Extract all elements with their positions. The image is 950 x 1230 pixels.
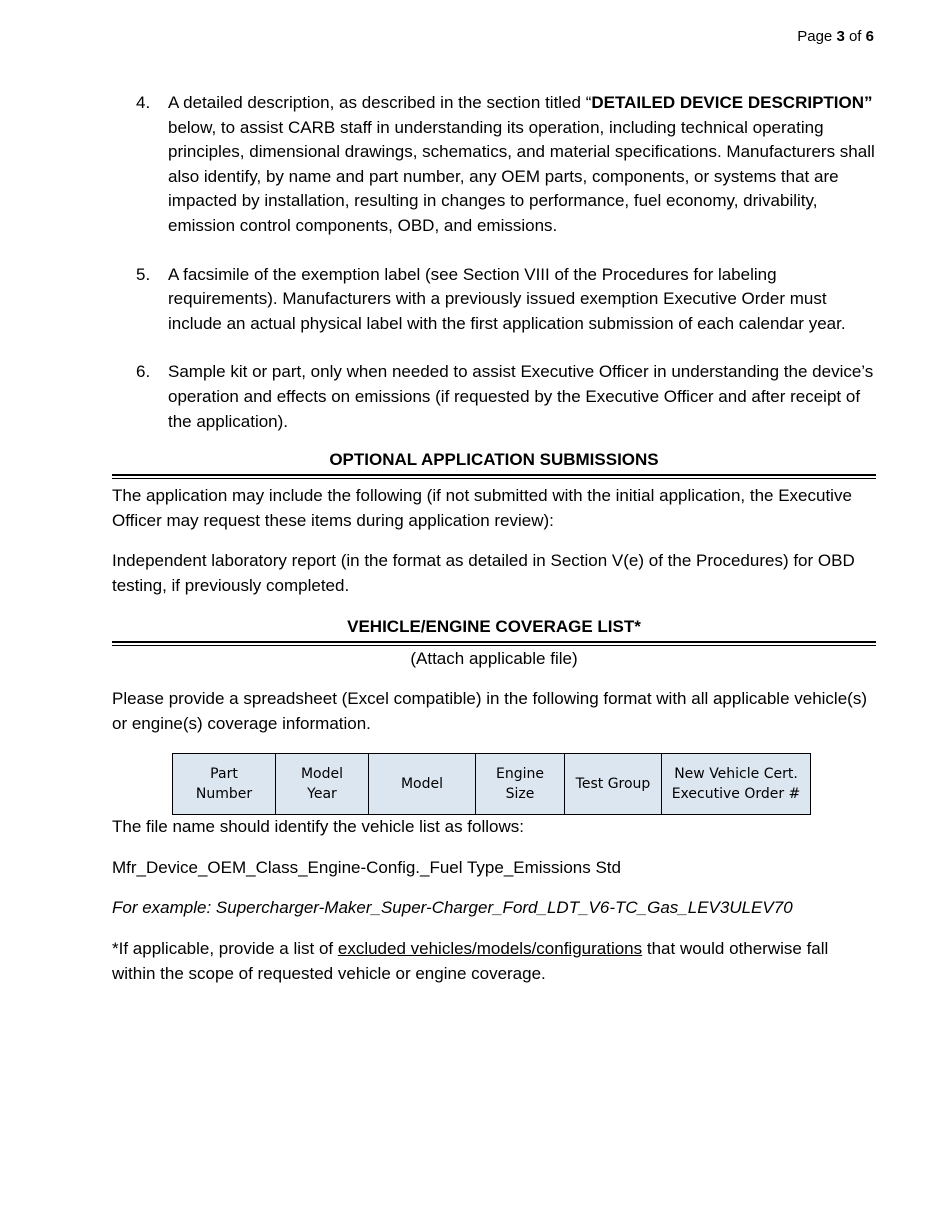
page-current: 3 — [836, 28, 845, 45]
filename-example: For example: Supercharger-Maker_Super-Charger_Ford_LDT_V6-TC_Gas_LEV3ULEV70 — [112, 898, 793, 918]
optional-paragraph: Independent laboratory report (in the format as detailed in Section V(e) of the Procedures) for OBD testing, if previously completed. — [112, 551, 855, 595]
document-body — [112, 91, 876, 986]
table-header-cell: Model Year — [276, 754, 369, 815]
optional-submissions-heading: OPTIONAL APPLICATION SUBMISSIONS — [329, 450, 659, 470]
coverage-intro: Please provide a spreadsheet (Excel compatible) in the following format with all applicable vehicle(s) or engine(s) coverage information. — [112, 689, 867, 733]
list-item — [112, 263, 876, 337]
item-number: 5. — [136, 264, 151, 284]
section-divider — [112, 474, 876, 479]
item-text: A detailed description, as described in the section titled “DETAILED DEVICE DESCRIPTION” below, to assist CARB staff in understanding its operation, including technical operating principles, dimensional drawings, schematics, and material specifications. Manufacturers shall also identify, by name and part number, any OEM parts, components, or systems that are impacted by installation, resulting in changes to performance, fuel economy, drivability, emission control components, OBD, and emissions. — [168, 93, 875, 235]
item-number: 4. — [136, 93, 151, 112]
optional-paragraph: The application may include the following (if not submitted with the initial application, the Executive Officer may request these items during application review): — [112, 486, 852, 530]
item-number: 6. — [136, 362, 151, 382]
page-of: of — [848, 28, 862, 45]
filename-format: Mfr_Device_OEM_Class_Engine-Config._Fuel Type_Emissions Std — [112, 857, 621, 877]
filename-intro: The file name should identify the vehicle list as follows: — [112, 817, 524, 837]
attach-file-note: (Attach applicable file) — [410, 648, 578, 668]
excluded-vehicles-link[interactable]: excluded vehicles/models/configurations — [337, 939, 643, 959]
section-reference: DETAILED DEVICE DESCRIPTION” — [591, 93, 873, 112]
table-header-cell: Engine Size — [476, 754, 565, 815]
section-divider — [112, 641, 876, 646]
page-total: 6 — [865, 28, 874, 45]
item-text: Sample kit or part, only when needed to assist Executive Officer in understanding the device’s operation and effects on emissions (if requested by the Executive Officer and after receipt of the application). — [168, 362, 874, 431]
coverage-list-heading: VEHICLE/ENGINE COVERAGE LIST* — [347, 616, 641, 636]
table-header-cell: Test Group — [565, 754, 662, 815]
footnote: *If applicable, provide a list of excluded vehicles/models/configurations that would otherwise fall within the scope of requested vehicle or engine coverage. — [112, 939, 829, 983]
table-header-cell: Model — [369, 754, 476, 815]
coverage-format-table — [172, 753, 811, 815]
page-label: Page — [797, 28, 833, 45]
item-text: A facsimile of the exemption label (see Section VIII of the Procedures for labeling requirements). Manufacturers with a previously issued exemption Executive Order must include an actual physical label with the first application submission of each calendar year. — [168, 264, 846, 333]
list-item — [112, 91, 876, 239]
page-number — [797, 28, 874, 45]
table-header-cell: Part Number — [173, 754, 276, 815]
table-header-cell: New Vehicle Cert. Executive Order # — [662, 754, 811, 815]
table-row — [173, 754, 811, 815]
list-item — [112, 360, 876, 434]
requirements-list — [112, 91, 876, 434]
